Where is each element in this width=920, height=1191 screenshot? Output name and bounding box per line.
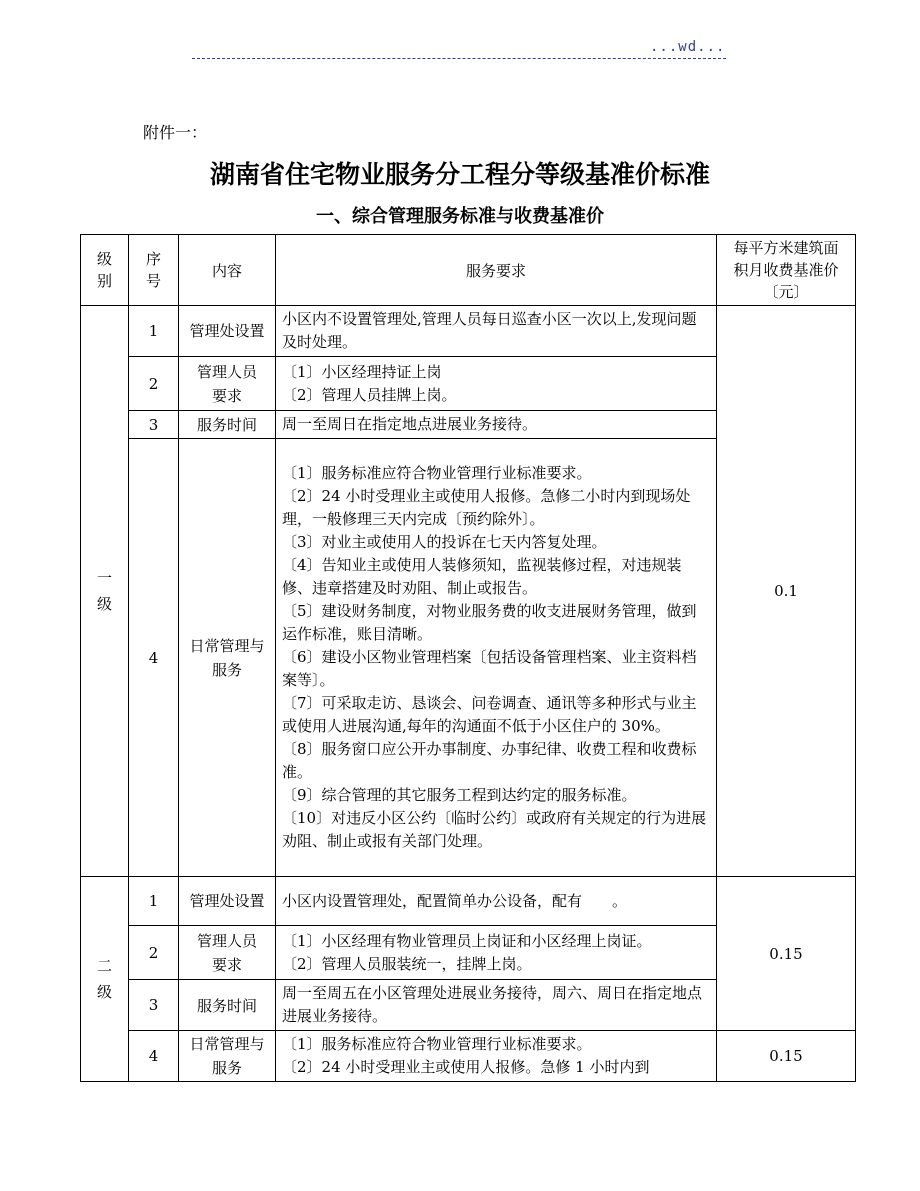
seq-cell: 3 <box>129 980 179 1031</box>
seq-cell: 3 <box>129 411 179 439</box>
header-content: 内容 <box>179 235 276 306</box>
requirement-cell: 〔1〕服务标准应符合物业管理行业标准要求。 〔2〕24 小时受理业主或使用人报修。急修 1 小时内到 <box>276 1031 717 1082</box>
requirement-cell: 小区内设置管理处，配置简单办公设备，配有 。 <box>276 877 717 926</box>
content-cell: 服务时间 <box>179 980 276 1031</box>
table-row <box>81 1031 856 1082</box>
content-cell: 日常管理与服务 <box>179 439 276 877</box>
content-cell: 管理处设置 <box>179 877 276 926</box>
seq-cell: 2 <box>129 357 179 411</box>
annex-label: 附件一： <box>143 123 208 142</box>
requirement-cell: 小区内不设置管理处,管理人员每日巡查小区一次以上,发现问题及时处理。 <box>276 306 717 357</box>
seq-cell: 2 <box>129 926 179 980</box>
level2-cell: 二级 <box>81 877 129 1082</box>
level1-price-cell: 0.1 <box>717 306 856 877</box>
fee-standard-table <box>80 234 856 1082</box>
level2-price-cell-b: 0.15 <box>717 1031 856 1082</box>
header-requirements: 服务要求 <box>276 235 717 306</box>
section-subtitle: 一、综合管理服务标准与收费基准价 <box>316 206 604 227</box>
content-cell: 日常管理与服务 <box>179 1031 276 1082</box>
header-price: 每平方米建筑面积月收费基准价〔元〕 <box>717 235 856 306</box>
requirement-cell: 周一至周五在小区管理处进展业务接待，周六、周日在指定地点进展业务接待。 <box>276 980 717 1031</box>
requirement-cell: 〔1〕小区经理持证上岗 〔2〕管理人员挂牌上岗。 <box>276 357 717 411</box>
seq-cell: 4 <box>129 439 179 877</box>
content-cell: 管理处设置 <box>179 306 276 357</box>
document-title: 湖南省住宅物业服务分工程分等级基准价标准 <box>209 160 710 189</box>
header-level: 级别 <box>81 235 129 306</box>
table-row <box>81 877 856 926</box>
requirement-cell: 〔1〕服务标准应符合物业管理行业标准要求。 〔2〕24 小时受理业主或使用人报修。急修二小时内到现场处理，一般修理三天内完成〔预约除外〕。 〔3〕对业主或使用人的投诉在七天内答复处理。 〔4〕告知业主或使用人装修须知，监视装修过程，对违规装修、违章搭建及时劝阻、制止或报告。 〔5〕建设财务制度，对物业服务费的收支进展财务管理，做到运作标准，账目清晰。 〔6〕建设小区物业管理档案〔包括设备管理档案、业主资料档案等〕。 〔7〕可采取走访、恳谈会、问卷调查、通讯等多种形式与业主或使用人进展沟通,每年的沟通面不低于小区住户的 30%。 〔8〕服务窗口应公开办事制度、办事纪律、收费工程和收费标准。 〔9〕综合管理的其它服务工程到达约定的服务标准。 〔10〕对违反小区公约〔临时公约〕或政府有关规定的行为进展劝阻、制止或报有关部门处理。 <box>276 439 717 877</box>
seq-cell: 1 <box>129 306 179 357</box>
seq-cell: 1 <box>129 877 179 926</box>
header-dashed-rule <box>192 58 726 59</box>
table-row <box>81 306 856 357</box>
requirement-cell: 周一至周日在指定地点进展业务接待。 <box>276 411 717 439</box>
seq-cell: 4 <box>129 1031 179 1082</box>
header-watermark-text: ...wd... <box>650 39 726 55</box>
content-cell: 管理人员要求 <box>179 357 276 411</box>
level1-cell: 一级 <box>81 306 129 877</box>
level2-price-cell: 0.15 <box>717 877 856 1031</box>
header-seq: 序号 <box>129 235 179 306</box>
table-header-row <box>81 235 856 306</box>
requirement-cell: 〔1〕小区经理有物业管理员上岗证和小区经理上岗证。 〔2〕管理人员服装统一，挂牌上岗。 <box>276 926 717 980</box>
content-cell: 服务时间 <box>179 411 276 439</box>
content-cell: 管理人员要求 <box>179 926 276 980</box>
